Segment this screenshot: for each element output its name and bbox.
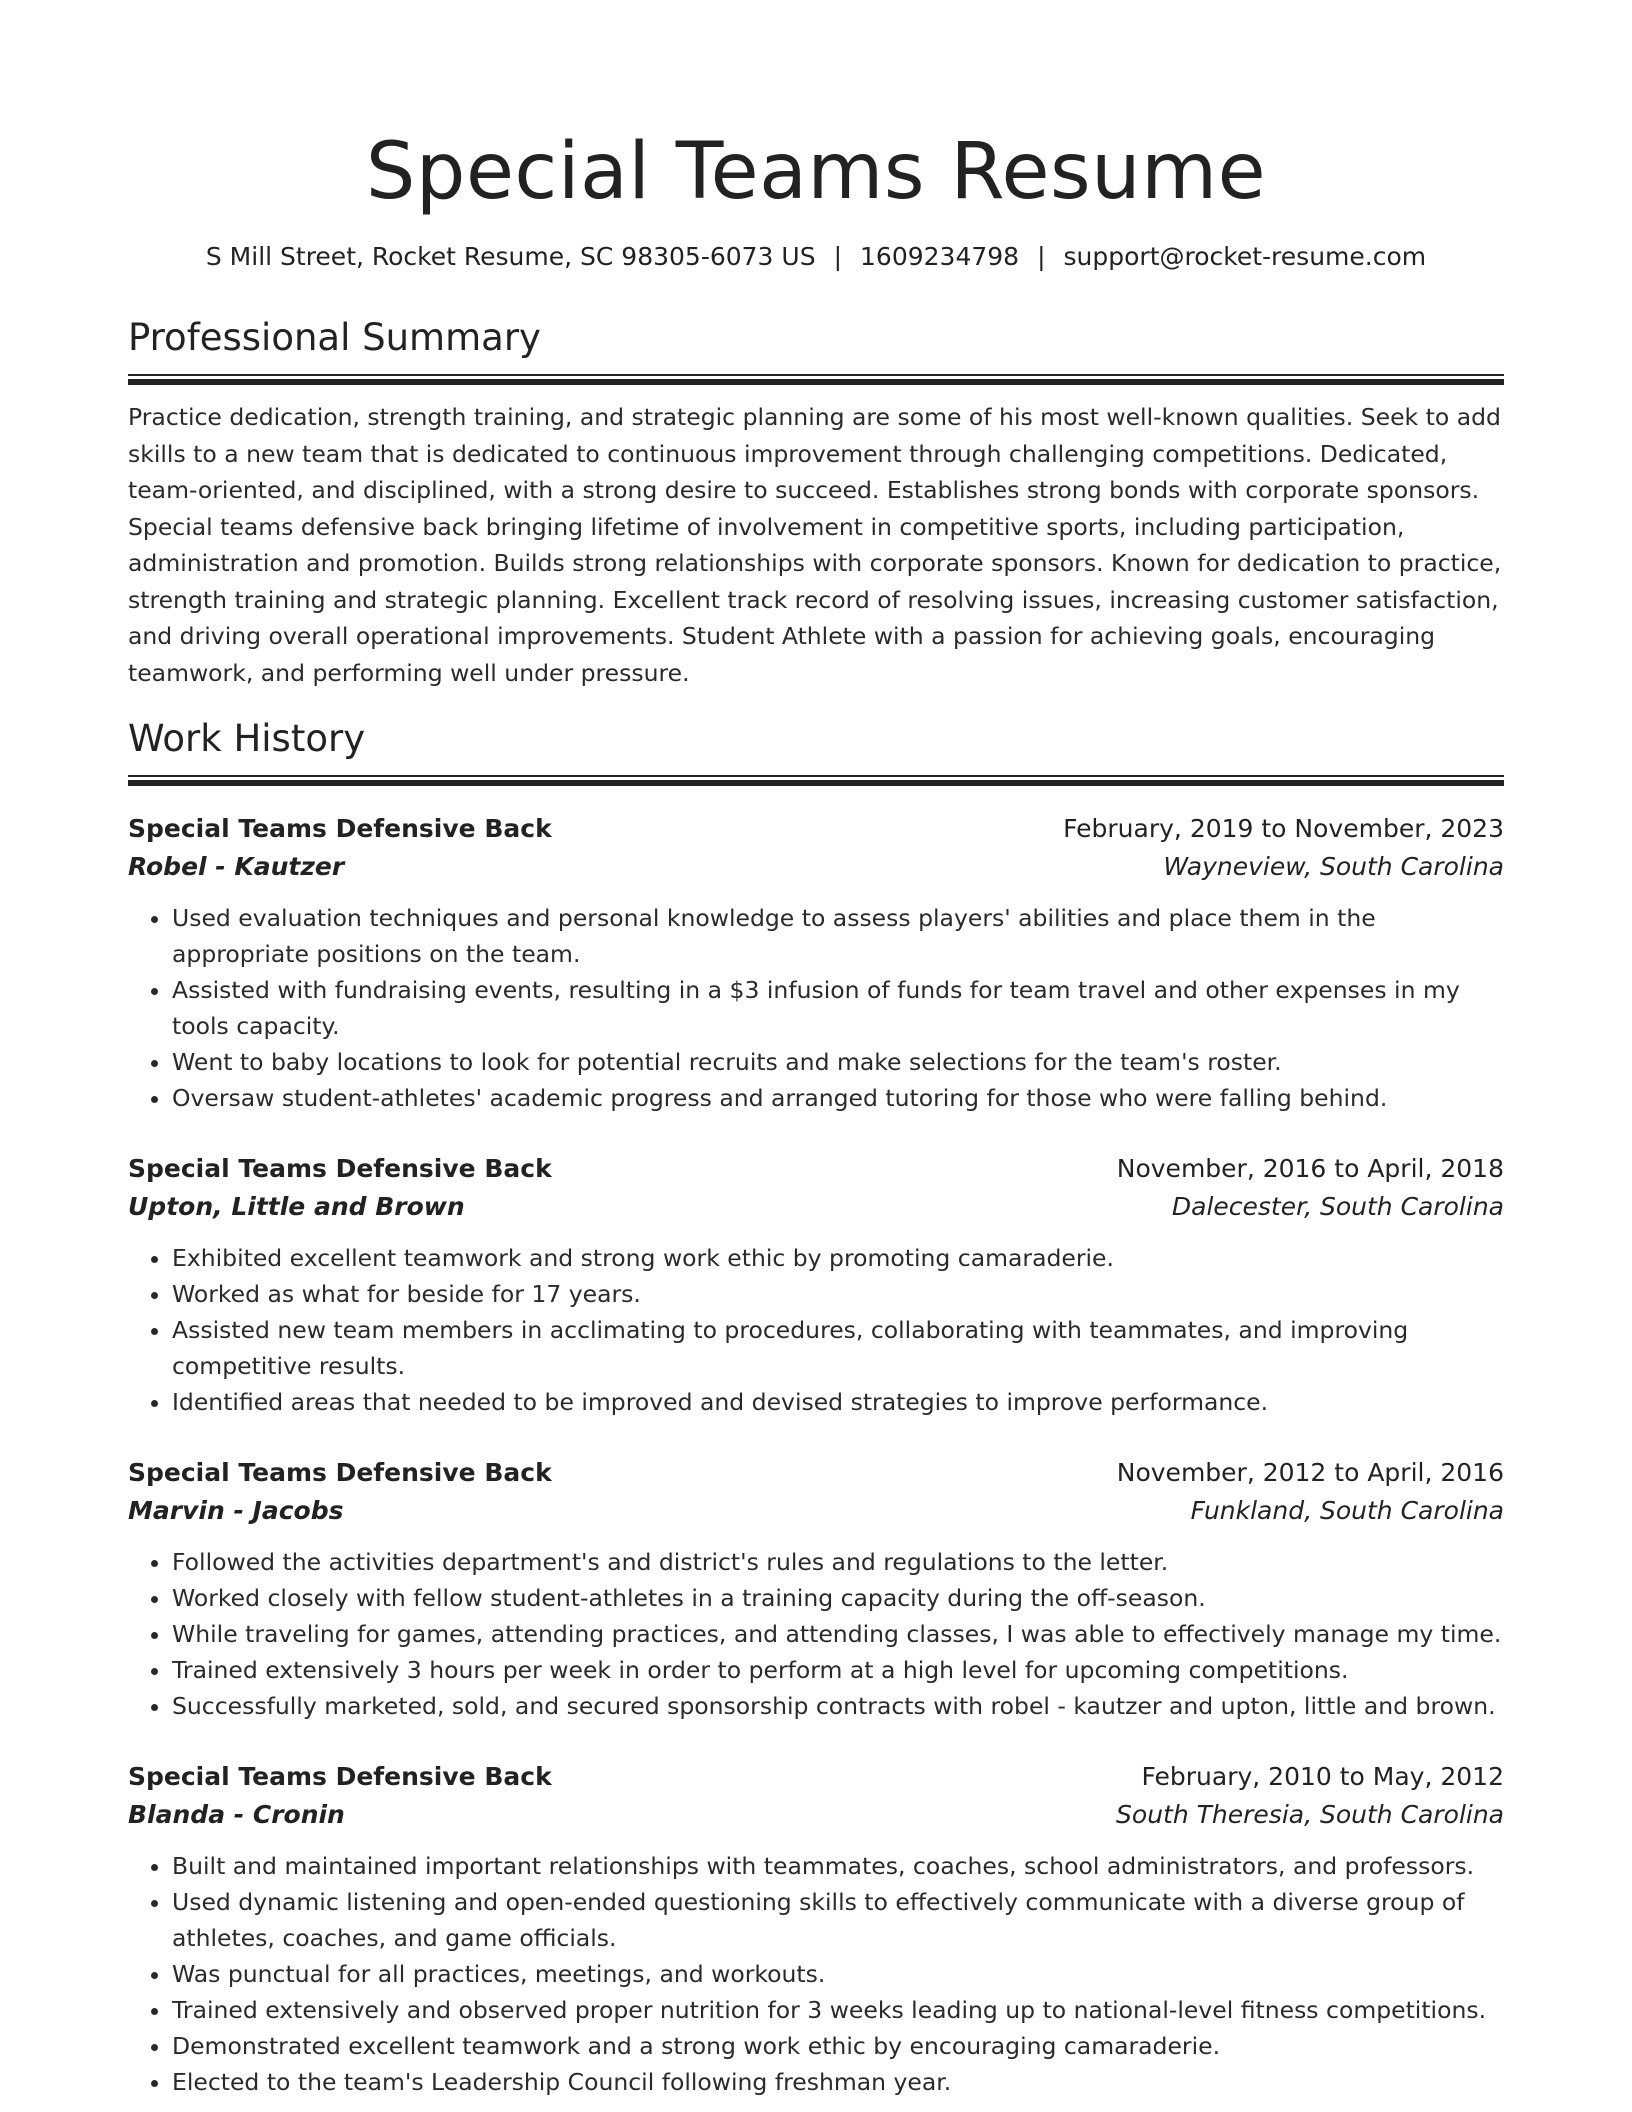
job-dates: November, 2012 to April, 2016 [1116, 1458, 1504, 1487]
section-title-summary: Professional Summary [128, 316, 541, 359]
job-bullets [128, 1544, 1504, 1724]
job-title: Special Teams Defensive Back [128, 1762, 552, 1791]
job-bullet: • Demonstrated excellent teamwork and a strong work ethic by encouraging camaraderie. [172, 2028, 1504, 2064]
job-bullet: • Assisted new team members in acclimating to procedures, collaborating with teammates, and improving competitive results. [172, 1312, 1504, 1384]
summary-section [128, 314, 1504, 691]
job-location: Funkland, South Carolina [1190, 1496, 1504, 1525]
job-location: Dalecester, South Carolina [1171, 1192, 1504, 1221]
job-dates: November, 2016 to April, 2018 [1116, 1154, 1504, 1183]
job-bullet: • Trained extensively 3 hours per week in order to perform at a high level for upcoming competitions. [172, 1652, 1504, 1688]
job-bullet: • Worked closely with fellow student-athletes in a training capacity during the off-season. [172, 1580, 1504, 1616]
job-entry [128, 1150, 1504, 1420]
job-bullet: • Exhibited excellent teamwork and strong work ethic by promoting camaraderie. [172, 1240, 1504, 1276]
job-bullets [128, 900, 1504, 1116]
job-title: Special Teams Defensive Back [128, 1458, 552, 1487]
section-divider [128, 374, 1504, 385]
job-bullet: • Used dynamic listening and open-ended questioning skills to effectively communicate with a diverse group of athletes, coaches, and game officials. [172, 1884, 1504, 1956]
job-bullet: • Trained extensively and observed proper nutrition for 3 weeks leading up to national-level fitness competitions. [172, 1992, 1504, 2028]
resume-name: Special Teams Resume [365, 127, 1267, 217]
contact-separator: | [1037, 242, 1046, 271]
job-company: Marvin - Jacobs [128, 1496, 344, 1525]
job-company: Upton, Little and Brown [128, 1192, 465, 1221]
job-title-row [128, 1758, 1504, 1796]
job-bullet: • Went to baby locations to look for potential recruits and make selections for the team's roster. [172, 1044, 1504, 1080]
job-title: Special Teams Defensive Back [128, 814, 552, 843]
summary-text: Practice dedication, strength training, and strategic planning are some of his most well-known qualities. Seek to add skills to a new team that is dedicated to continuous improvement through challenging competitions. Dedicated, team-oriented, and disciplined, with a strong desire to succeed. Establishes strong bonds with corporate sponsors. Special teams defensive back bringing lifetime of involvement in competitive sports, including participation, administration and promotion. Builds strong relationships with corporate sponsors. Known for dedication to practice, strength training and strategic planning. Excellent track record of resolving issues, increasing customer satisfaction, and driving overall operational improvements. Student Athlete with a passion for achieving goals, encouraging teamwork, and performing well under pressure. [128, 403, 1502, 687]
job-location: Wayneview, South Carolina [1163, 852, 1504, 881]
job-bullets [128, 1240, 1504, 1420]
job-company-row [128, 1492, 1504, 1530]
job-company-row [128, 848, 1504, 886]
job-company: Robel - Kautzer [128, 852, 345, 881]
contact-line [128, 240, 1504, 274]
job-bullets [128, 1848, 1504, 2100]
job-bullet: • Worked as what for beside for 17 years. [172, 1276, 1504, 1312]
job-bullet: • While traveling for games, attending practices, and attending classes, I was able to effectively manage my time. [172, 1616, 1504, 1652]
resume-page [128, 0, 1504, 2100]
job-company-row [128, 1188, 1504, 1226]
job-dates: February, 2010 to May, 2012 [1141, 1762, 1504, 1791]
job-bullet: • Assisted with fundraising events, resulting in a $3 infusion of funds for team travel and other expenses in my tools capacity. [172, 972, 1504, 1044]
job-bullet: • Built and maintained important relationships with teammates, coaches, school administrators, and professors. [172, 1848, 1504, 1884]
contact-separator: | [833, 242, 843, 271]
contact-email: support@rocket-resume.com [1063, 242, 1427, 271]
job-title-row [128, 810, 1504, 848]
job-entry [128, 810, 1504, 1116]
job-bullet: • Oversaw student-athletes' academic progress and arranged tutoring for those who were falling behind. [172, 1080, 1504, 1116]
job-entry [128, 1454, 1504, 1724]
job-title-row [128, 1150, 1504, 1188]
job-company-row [128, 1796, 1504, 1834]
job-bullet: • Used evaluation techniques and personal knowledge to assess players' abilities and place them in the appropriate positions on the team. [172, 900, 1504, 972]
section-title-work-history: Work History [128, 717, 366, 760]
contact-address: S Mill Street, Rocket Resume, SC 98305-6073 US [205, 242, 816, 271]
job-dates: February, 2019 to November, 2023 [1063, 814, 1504, 843]
job-entry [128, 1758, 1504, 2100]
job-bullet: • Successfully marketed, sold, and secured sponsorship contracts with robel - kautzer and upton, little and brown. [172, 1688, 1504, 1724]
job-bullet: • Followed the activities department's and district's rules and regulations to the letter. [172, 1544, 1504, 1580]
job-title-row [128, 1454, 1504, 1492]
job-list [128, 810, 1504, 2100]
work-history-section [128, 715, 1504, 2100]
section-divider [128, 775, 1504, 786]
job-bullet: • Elected to the team's Leadership Council following freshman year. [172, 2064, 1504, 2100]
job-location: South Theresia, South Carolina [1116, 1800, 1504, 1829]
contact-phone: 1609234798 [860, 242, 1020, 271]
job-bullet: • Was punctual for all practices, meetings, and workouts. [172, 1956, 1504, 1992]
job-company: Blanda - Cronin [128, 1800, 345, 1829]
job-bullet: • Identified areas that needed to be improved and devised strategies to improve performance. [172, 1384, 1504, 1420]
job-title: Special Teams Defensive Back [128, 1154, 552, 1183]
